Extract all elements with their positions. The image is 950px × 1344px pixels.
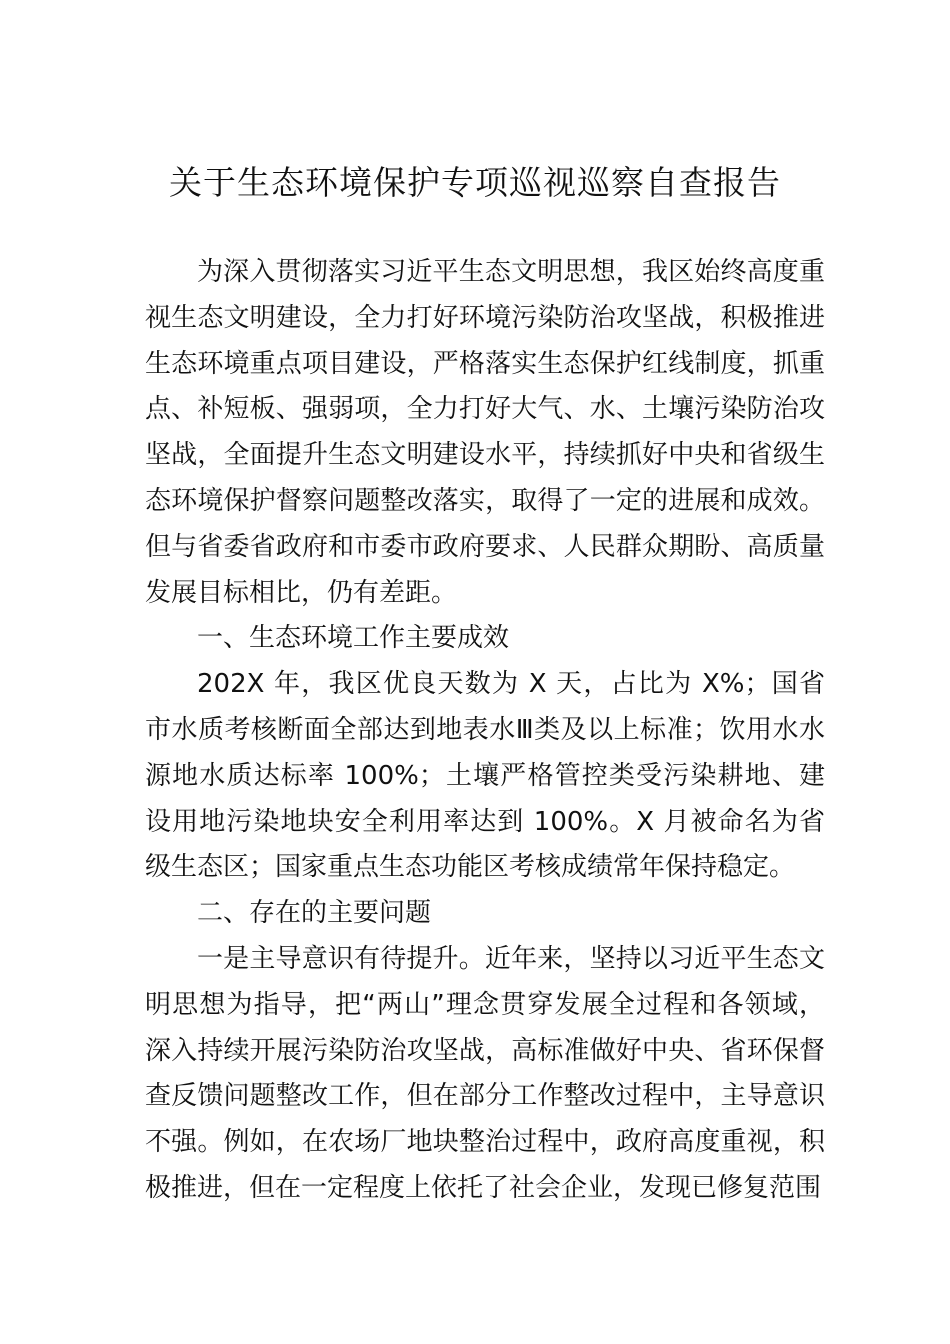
section-2-heading: 二、存在的主要问题	[197, 898, 432, 929]
section-1-heading: 一、生态环境工作主要成效	[197, 623, 510, 654]
intro-paragraph: 为深入贯彻落实习近平生态文明思想，我区始终高度重视生态文明建设，全力打好环境污染防治攻坚战，积极推进生态环境重点项目建设，严格落实生态保护红线制度，抓重点、补短板、强弱项，全力打好大气、水、土壤污染防治攻坚战，全面提升生态文明建设水平，持续抓好中央和省级生态环境保护督察问题整改落实，取得了一定的进展和成效。 但与省委省政府和市委市政府要求、人民群众期盼、高质量发展目标相比，仍有差距。	[145, 257, 825, 608]
section-1-paragraph: 202X 年，我区优良天数为 X 天，占比为 X%；国省市水质考核断面全部达到地表水Ⅲ类及以上标准；饮用水水源地水质达标率 100%；土壤严格管控类受污染耕地、建设用地污染地块安全利用率达到 100%。X 月被命名为省级生态区；国家重点生态功能区考核成绩常年保持稳定。	[145, 669, 825, 883]
document-body	[145, 250, 825, 1212]
document-title: 关于生态环境保护专项巡视巡察自查报告	[169, 163, 781, 202]
section-2-paragraph: 一是主导意识有待提升。近年来，坚持以习近平生态文明思想为指导，把“两山”理念贯穿发展全过程和各领域， 深入持续开展污染防治攻坚战，高标准做好中央、省环保督查反馈问题整改工作，但在部分工作整改过程中，主导意识不强。例如，在农场厂地块整治过程中，政府高度重视，积极推进，但在一定程度上依托了社会企业，发现已修复范围	[145, 943, 825, 1203]
